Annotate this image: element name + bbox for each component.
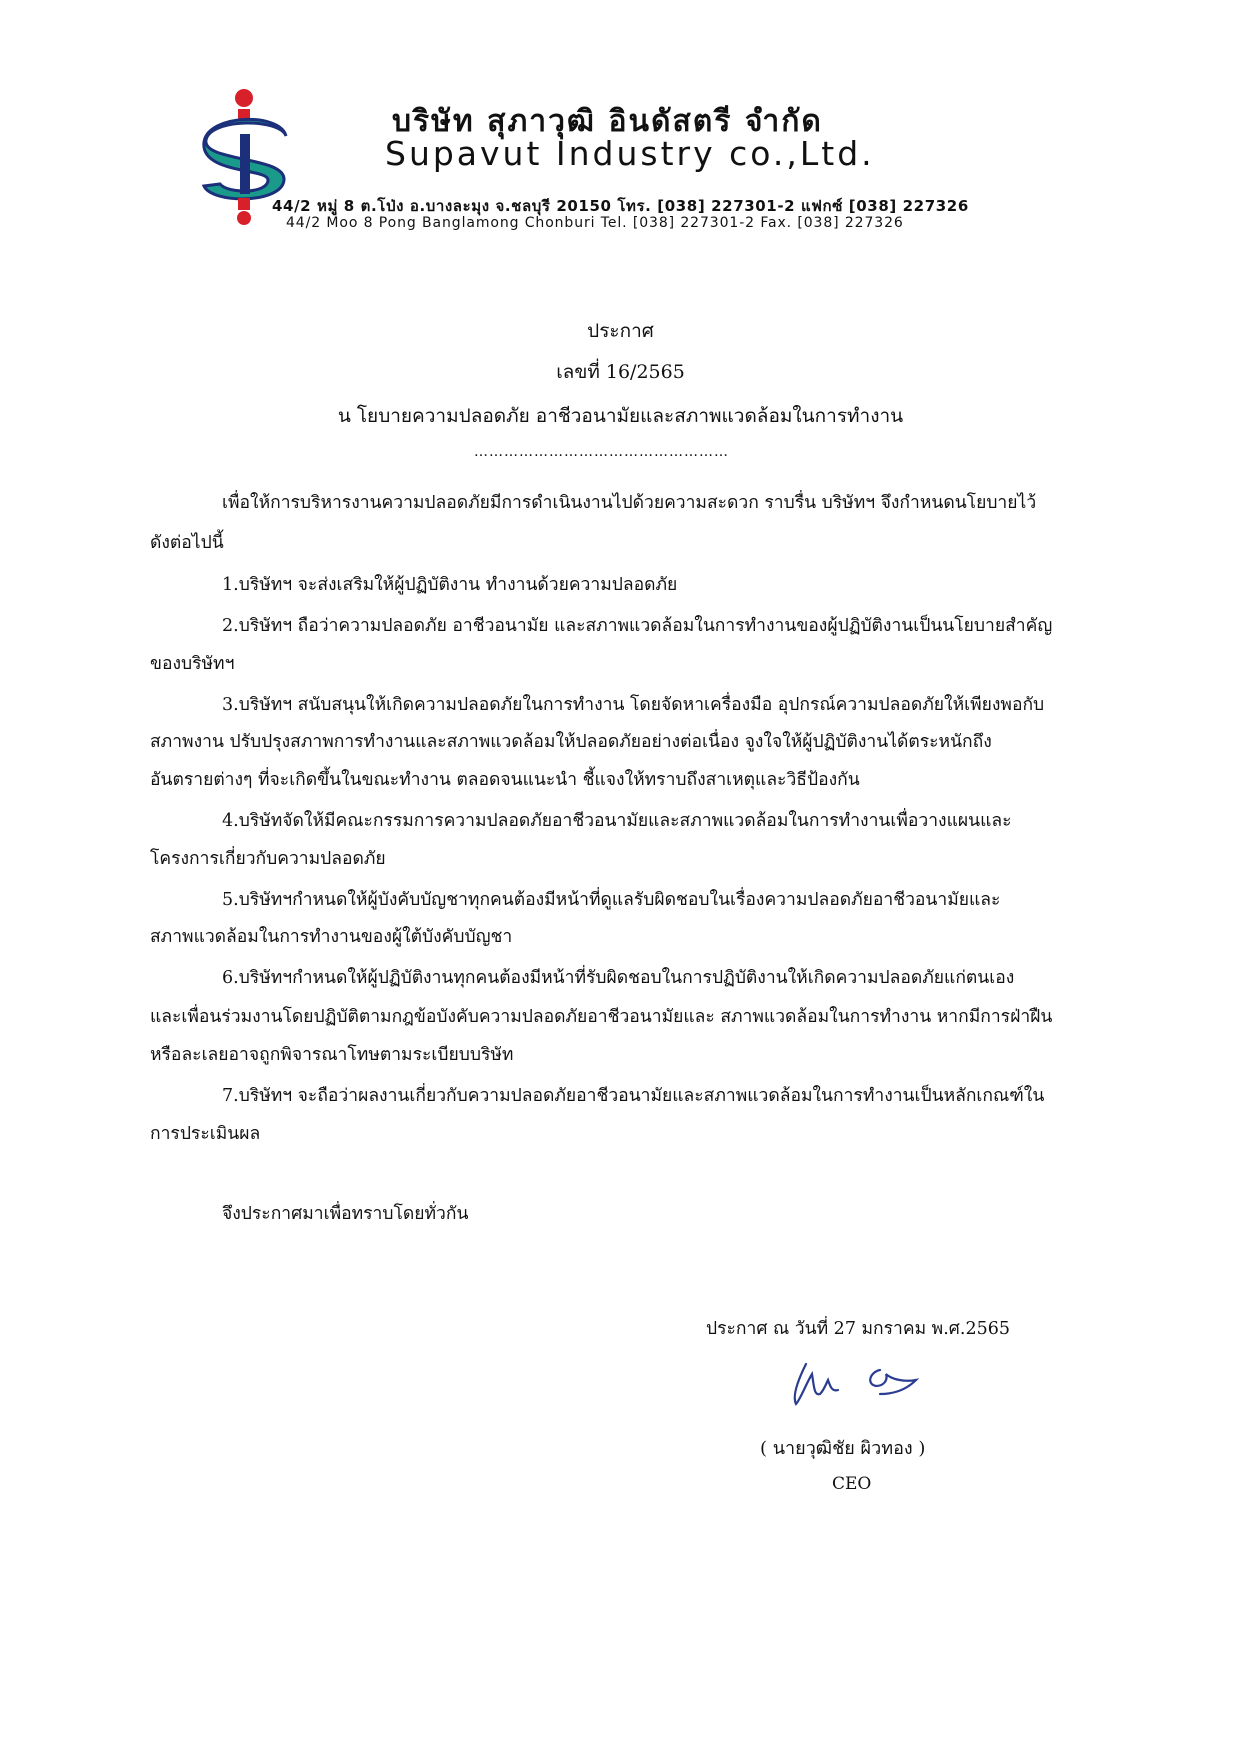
address-english: 44/2 Moo 8 Pong Banglamong Chonburi Tel. [038] 227301-2 Fax. [038] 227326 — [286, 215, 904, 231]
handwritten-signature — [784, 1350, 934, 1412]
policy-item-line: 1.บริษัทฯ จะส่งเสริมให้ผู้ปฏิบัติงาน ทำงานด้วยความปลอดภัย — [222, 575, 678, 595]
closing-statement: จึงประกาศมาเพื่อทราบโดยทั่วกัน — [222, 1204, 469, 1224]
policy-item-line: อันตรายต่างๆ ที่จะเกิดขึ้นในขณะทำงาน ตลอดจนแนะนำ ชี้แจงให้ทราบถึงสาเหตุและวิธีป้องกัน — [150, 770, 860, 790]
policy-item-line: และเพื่อนร่วมงานโดยปฏิบัติตามกฎข้อบังคับความปลอดภัยอาชีวอนามัยและ สภาพแวดล้อมในการทำงาน หากมีการฝ่าฝืน — [150, 1007, 1053, 1027]
announcement-title: ประกาศ — [587, 320, 654, 342]
announcement-number: เลขที่ 16/2565 — [556, 361, 685, 383]
divider-dots: …………………………………………… — [474, 444, 729, 460]
policy-item-line: 6.บริษัทฯกำหนดให้ผู้ปฏิบัติงานทุกคนต้องมีหน้าที่รับผิดชอบในการปฏิบัติงานให้เกิดความปลอดภัยแก่ตนเอง — [222, 968, 1015, 988]
policy-item-line: 5.บริษัทฯกำหนดให้ผู้บังคับบัญชาทุกคนต้องมีหน้าที่ดูแลรับผิดชอบในเรื่องความปลอดภัยอาชีวอนามัยและ — [222, 890, 1001, 910]
policy-item-line: 2.บริษัทฯ ถือว่าความปลอดภัย อาชีวอนามัย และสภาพแวดล้อมในการทำงานของผู้ปฏิบัติงานเป็นนโยบายสำคัญ — [222, 616, 1053, 636]
policy-item-line: สภาพงาน ปรับปรุงสภาพการทำงานและสภาพแวดล้อมให้ปลอดภัยอย่างต่อเนื่อง จูงใจให้ผู้ปฏิบัติงานได้ตระหนักถึง — [150, 732, 992, 752]
policy-item-line: การประเมินผล — [150, 1124, 261, 1144]
intro-line: ดังต่อไปนี้ — [150, 533, 224, 553]
company-name-thai: บริษัท สุภาวุฒิ อินดัสตรี จำกัด — [392, 104, 823, 139]
policy-item-line: 4.บริษัทจัดให้มีคณะกรรมการความปลอดภัยอาชีวอนามัยและสภาพแวดล้อมในการทำงานเพื่อวางแผนและ — [222, 811, 1012, 831]
company-name-english: Supavut Industry co.,Ltd. — [385, 134, 875, 173]
announcement-subject: น โยบายความปลอดภัย อาชีวอนามัยและสภาพแวดล้อมในการทำงาน — [337, 405, 904, 427]
signatory-name: ( นายวุฒิชัย ผิวทอง ) — [760, 1438, 926, 1459]
policy-item-line: ของบริษัทฯ — [150, 654, 235, 674]
policy-item-line: 7.บริษัทฯ จะถือว่าผลงานเกี่ยวกับความปลอดภัยอาชีวอนามัยและสภาพแวดล้อมในการทำงานเป็นหลักเกณฑ์ใน — [222, 1086, 1045, 1106]
policy-item-line: 3.บริษัทฯ สนับสนุนให้เกิดความปลอดภัยในการทำงาน โดยจัดหาเครื่องมือ อุปกรณ์ความปลอดภัยให้เพียงพอกับ — [222, 695, 1045, 715]
address-thai: 44/2 หมู่ 8 ต.โป่ง อ.บางละมุง จ.ชลบุรี 20150 โทร. [038] 227301-2 แฟกซ์ [038] 227326 — [272, 197, 969, 215]
signatory-title: CEO — [832, 1474, 872, 1494]
intro-line: เพื่อให้การบริหารงานความปลอดภัยมีการดำเนินงานไปด้วยความสะดวก ราบรื่น บริษัทฯ จึงกำหนดนโยบายไว้ — [222, 493, 1037, 513]
policy-item-line: หรือละเลยอาจถูกพิจารณาโทษตามระเบียบบริษัท — [150, 1045, 514, 1065]
letterhead — [200, 88, 1080, 238]
announcement-date: ประกาศ ณ วันที่ 27 มกราคม พ.ศ.2565 — [706, 1319, 1010, 1339]
policy-item-line: สภาพแวดล้อมในการทำงานของผู้ใต้บังคับบัญชา — [150, 927, 513, 947]
policy-item-line: โครงการเกี่ยวกับความปลอดภัย — [150, 849, 386, 869]
